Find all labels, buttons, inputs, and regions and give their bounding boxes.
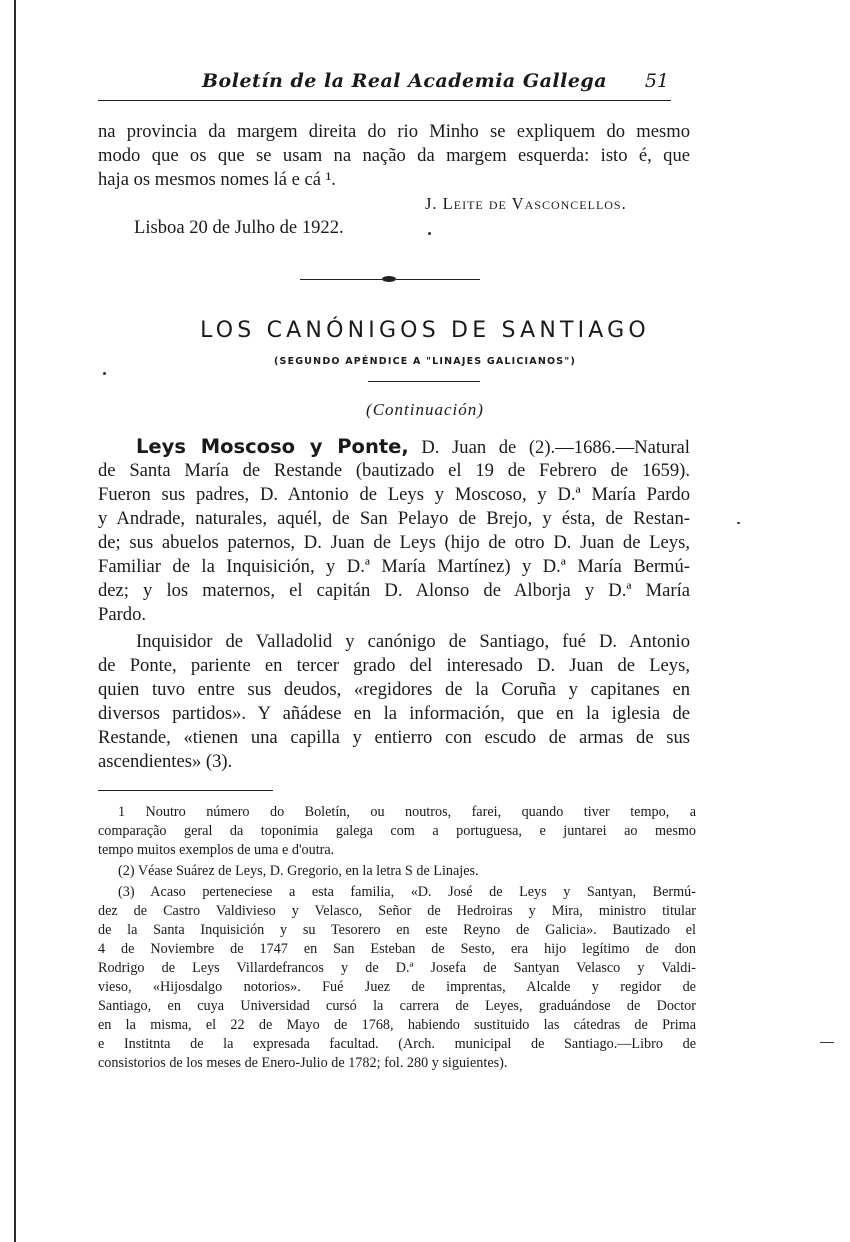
continuation-label: (Continuación) (366, 400, 484, 419)
dateline: Lisboa 20 de Julho de 1922. (134, 217, 344, 238)
page-binding-edge (14, 0, 16, 1242)
footnote-3-line: e Institnta de la expresada facultad. (Arch. municipal de Santiago.—Libro de (98, 1036, 696, 1052)
p2-line: Inquisidor de Valladolid y canónigo de Santiago, fué D. Antonio (136, 631, 690, 652)
intro-line-2: modo que os que se usam na nação da margem esquerda: isto é, que (98, 145, 690, 166)
footnote-1-last: tempo muitos exemplos de uma e d'outra. (98, 842, 335, 858)
entry-name: Leys Moscoso y Ponte, (136, 435, 409, 458)
footnote-2: (2) Véase Suárez de Leys, D. Gregorio, en la letra S de Linajes. (118, 863, 479, 879)
footnote-1-line: 1 Noutro número do Boletín, ou noutros, farei, quando tiver tempo, a (118, 804, 696, 820)
p1-line: dez; y los maternos, el capitán D. Alonso de Alborja y D.ª María (98, 580, 690, 601)
p2-last-line: ascendientes» (3). (98, 751, 233, 772)
p1-last-line: Pardo. (98, 604, 147, 625)
footnote-3-line: dez de Castro Valdivieso y Velasco, Señor de Hedroiras y Mira, ministro titular (98, 903, 696, 919)
entry-heading-rest: D. Juan de (2).—1686.—Natural (408, 437, 690, 458)
p1-line: Familiar de la Inquisición, y D.ª María Martínez) y D.ª María Bermú- (98, 556, 690, 577)
footnote-3-line: Santiago, en cuya Universidad cursó la carrera de Leyes, graduándose de Doctor (98, 998, 696, 1014)
ornamental-divider (300, 276, 480, 284)
p2-line: diversos partidos». Y añádese en la información, que en la iglesia de (98, 703, 690, 724)
footnote-3-line: 4 de Noviembre de 1747 en San Esteban de Sesto, era hijo legítimo de don (98, 941, 696, 957)
scan-speck (428, 232, 431, 235)
p1-line: y Andrade, naturales, aquél, de San Pelayo de Brejo, y ésta, de Restan- (98, 508, 690, 529)
journal-title: Boletín de la Real Academia Gallega (202, 70, 608, 92)
intro-line-3: haja os mesmos nomes lá e cá ¹. (98, 169, 336, 190)
section-subtitle: (SEGUNDO APÉNDICE A "LINAJES GALICIANOS") (274, 356, 576, 367)
scan-speck (737, 522, 740, 524)
p1-line: de; sus abuelos paternos, D. Juan de Leys (hijo de otro D. Juan de Leys, (98, 532, 690, 553)
p1-line: de Santa María de Restande (bautizado el 19 de Febrero de 1659). (98, 460, 690, 481)
author-signature: J. Leite de Vasconcellos. (425, 194, 627, 213)
footnote-3-line: de la Santa Inquisición y su Tesorero en este Reyno de Galicia». Bautizado el (98, 922, 696, 938)
footnote-3-line: (3) Acaso perteneciese a esta familia, «D. José de Leys y Santyan, Bermú- (118, 884, 696, 900)
footnote-1-line: comparação geral da toponimia galega com a portuguesa, e juntarei ao mesmo (98, 823, 696, 839)
subtitle-rule (368, 381, 480, 382)
scan-speck (103, 372, 106, 375)
p1-line: Fueron sus padres, D. Antonio de Leys y Moscoso, y D.ª María Pardo (98, 484, 690, 505)
footnote-3-line: Rodrigo de Leys Villardefrancos y de D.ª Josefa de Santyan Velasco y Valdi- (98, 960, 696, 976)
footnote-separator (98, 790, 273, 791)
intro-line-1: na provincia da margem direita do rio Minho se expliquem do mesmo (98, 121, 690, 142)
p2-line: Restande, «tienen una capilla y entierro con escudo de armas de sus (98, 727, 690, 748)
p2-line: quien tuvo entre sus deudos, «regidores de la Coruña y capitanes en (98, 679, 690, 700)
footnote-3-last: consistorios de los meses de Enero-Julio de 1782; fol. 280 y siguientes). (98, 1055, 508, 1071)
section-title: LOS CANÓNIGOS DE SANTIAGO (200, 318, 650, 343)
entry-heading-line (136, 435, 690, 460)
scan-speck (820, 1042, 834, 1043)
footnote-3-line: vieso, «Hijosdalgo notorios». Fué Juez de imprentas, Alcalde y regidor de (98, 979, 696, 995)
footnote-3-line: en la misma, el 22 de Mayo de 1768, habiendo sustituido las cátedras de Prima (98, 1017, 696, 1033)
p2-line: de Ponte, pariente en tercer grado del interesado D. Juan de Leys, (98, 655, 690, 676)
running-header (98, 70, 671, 101)
page-number: 51 (644, 70, 669, 92)
